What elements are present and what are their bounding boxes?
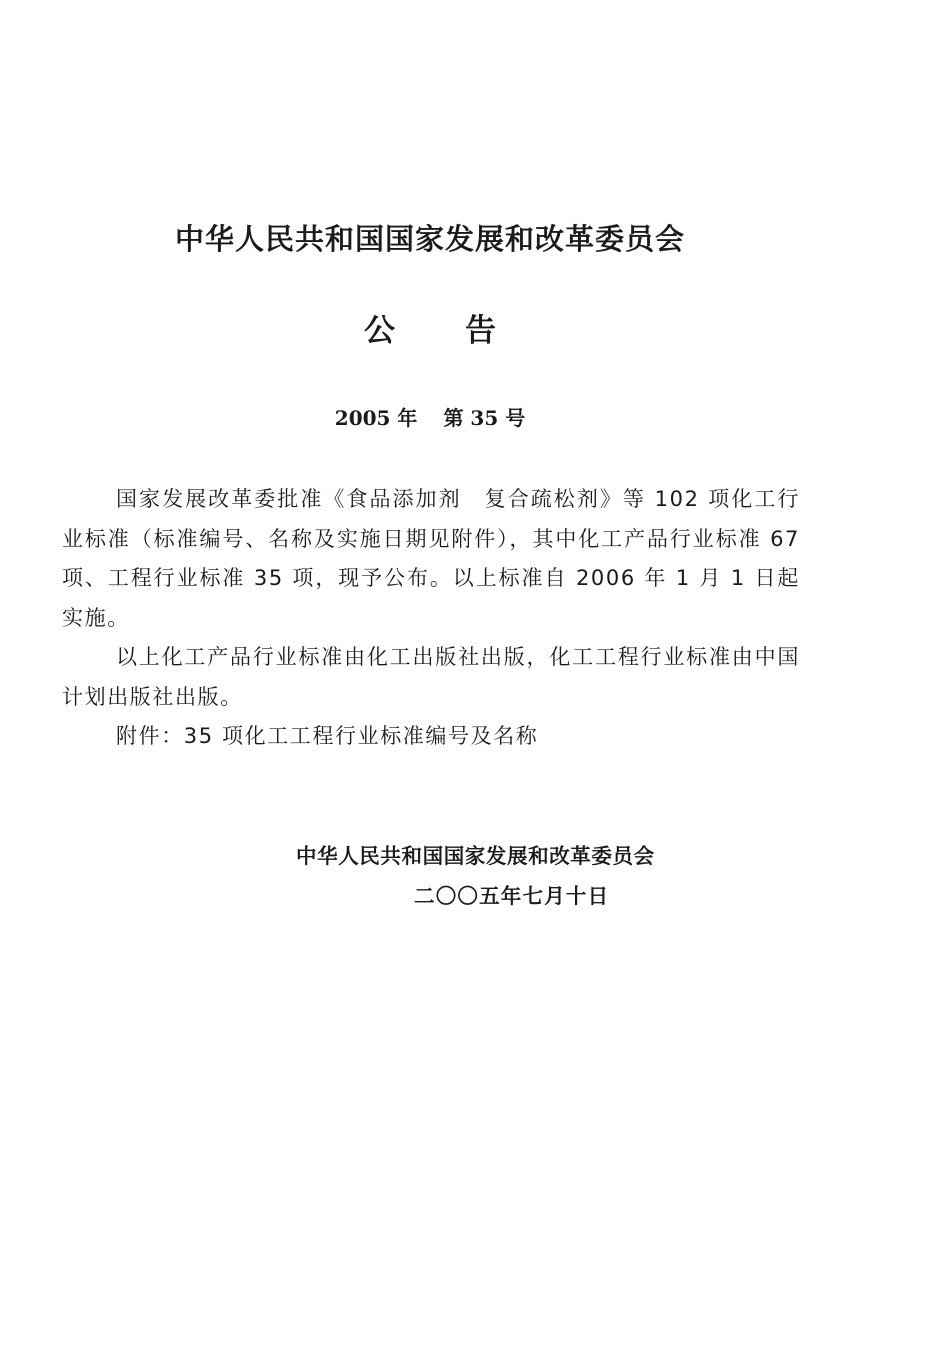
signature-organization: 中华人民共和国国家发展和改革委员会 [296, 844, 655, 868]
notice-year: 2005 年 [334, 406, 418, 430]
body-paragraph-approval: 国家发展改革委批准《食品添加剂 复合疏松剂》等 102 项化工行业标准（标准编号、名称及实施日期见附件），其中化工产品行业标准 67 项、工程行业标准 35 项，现予公布。以上标准自 2006 年 1 月 1 日起实施。 [62, 487, 800, 630]
notice-number [0, 400, 860, 436]
notice-number-value: 第 35 号 [443, 406, 526, 430]
body-paragraph-attachment: 附件：35 项化工工程行业标准编号及名称 [116, 724, 539, 748]
signature-block [296, 836, 756, 916]
issuer-title: 中华人民共和国国家发展和改革委员会 [174, 222, 685, 256]
notice-body [62, 480, 800, 757]
notice-title-char-2: 告 [465, 313, 496, 349]
body-paragraph-publisher: 以上化工产品行业标准由化工出版社出版，化工工程行业标准由中国计划出版社出版。 [62, 645, 800, 709]
notice-title-char-1: 公 [364, 313, 395, 349]
notice-title [0, 306, 860, 356]
signature-date: 二〇〇五年七月十日 [414, 884, 610, 908]
